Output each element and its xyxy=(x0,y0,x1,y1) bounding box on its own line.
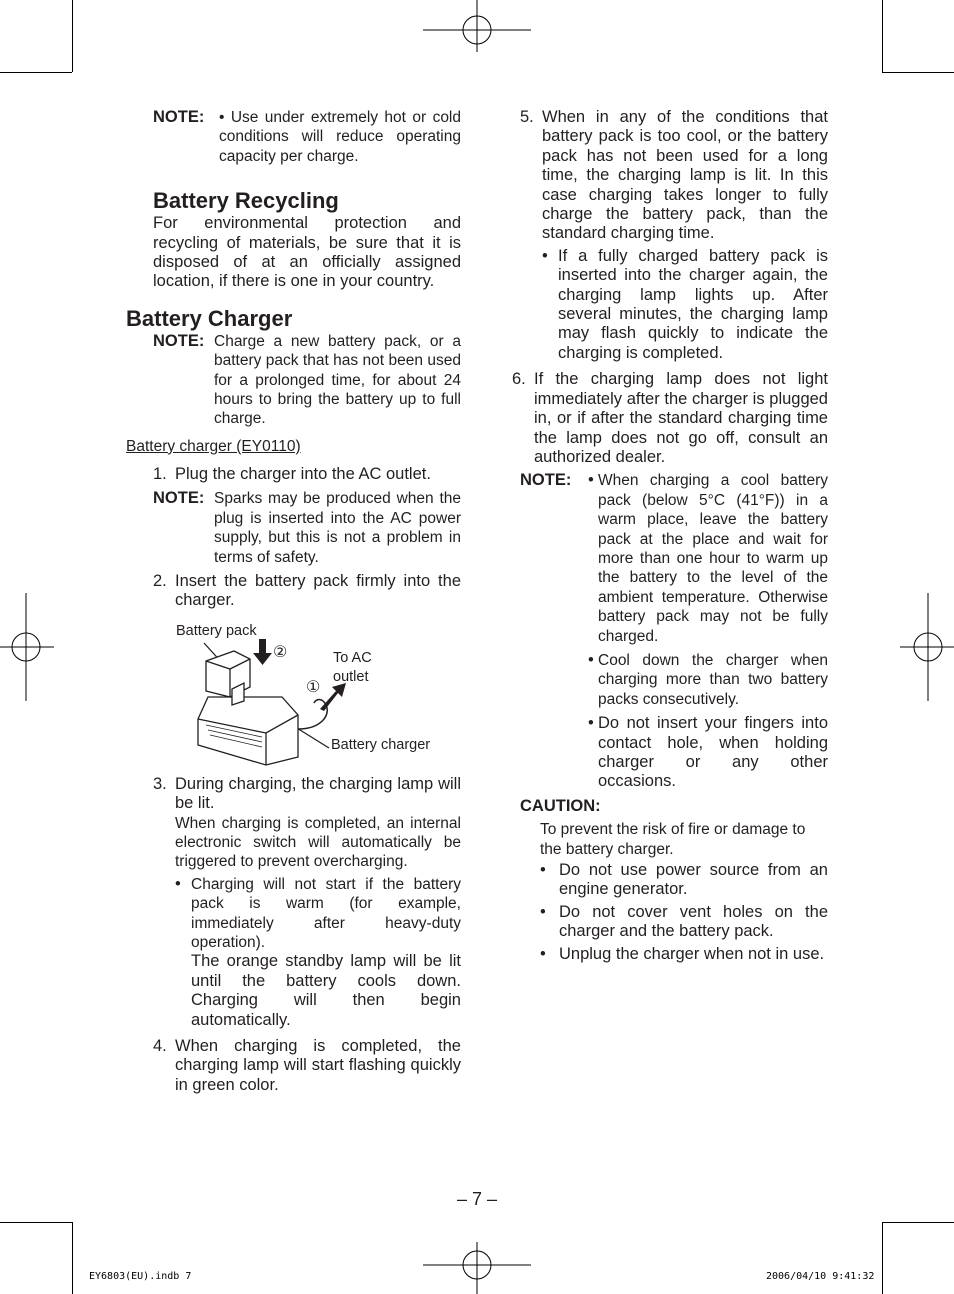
label-battery-charger: Battery charger xyxy=(331,736,431,753)
recycling-body: For environmental protection and recycling of materials, be sure that it is disposed of at an officially assigned location, if there is one in your country. xyxy=(153,214,461,291)
note-text: Charge a new battery pack, or a battery pack that has not been used for a prolonged time, for about 24 hours to bring the battery up to full charge. xyxy=(214,332,461,428)
step-3 xyxy=(153,775,461,1030)
bullet-mark: • xyxy=(542,246,548,265)
bullet-text: Cool down the charger when charging more than two battery packs consecutively. xyxy=(598,651,828,708)
subtitle-charger-model: Battery charger (EY0110) xyxy=(126,437,301,455)
bullet-mark: • xyxy=(540,861,546,880)
marker-1: ① xyxy=(306,678,321,696)
note-label: NOTE: xyxy=(153,489,205,508)
note-text: • Use under extremely hot or cold conditions will reduce operating capacity per charge. xyxy=(219,109,461,165)
step-text-2: When charging is completed, an internal electronic switch will automatically be triggered to prevent overcharging. xyxy=(175,814,461,871)
note-bullet-3 xyxy=(588,714,828,792)
caution-bullet-3 xyxy=(540,945,828,964)
step-number: 3. xyxy=(153,774,167,793)
step-4 xyxy=(153,1037,461,1095)
note-label: NOTE: xyxy=(153,108,205,126)
bullet-text: When charging a cool battery pack (below 5°C (41°F)) in a warm place, leave the battery pack at the place and wait for more than one hour to warm up the battery to the level of the ambient temperature. Otherwise battery pack may not be fully charged. xyxy=(598,472,828,645)
note-right xyxy=(520,471,828,792)
bullet-mark: • xyxy=(588,650,594,669)
marker-2: ② xyxy=(273,643,288,661)
step-2 xyxy=(153,572,461,611)
bullet-text: Do not cover vent holes on the charger and the battery pack. xyxy=(559,902,828,941)
step-5 xyxy=(520,108,828,363)
step-text: During charging, the charging lamp will be lit. xyxy=(175,774,461,813)
step-number: 5. xyxy=(520,108,534,126)
caution-bullet-1 xyxy=(540,861,828,900)
step-6 xyxy=(512,370,828,467)
bullet-mark: • xyxy=(588,714,594,733)
charger-note xyxy=(153,332,461,429)
note-bullet-2 xyxy=(588,651,828,709)
label-to-ac: To AC xyxy=(333,649,372,666)
bullet-mark: • xyxy=(540,902,546,921)
bullet-text-2: The orange standby lamp will be lit until the battery cools down. Charging will then begin automatically. xyxy=(191,952,461,1029)
step-text: When charging is completed, the charging lamp will start flashing quickly in green color. xyxy=(175,1037,461,1094)
footer-timestamp: 2006/04/10 9:41:32 xyxy=(766,1271,875,1282)
note-label: NOTE: xyxy=(520,471,572,490)
label-outlet: outlet xyxy=(333,668,369,685)
step-number: 6. xyxy=(512,370,526,389)
left-column xyxy=(126,108,461,1095)
caution-bullet-2 xyxy=(540,903,828,942)
section-title-recycling: Battery Recycling xyxy=(153,188,339,214)
note-bullet-1 xyxy=(588,471,828,646)
step-number: 4. xyxy=(153,1037,167,1055)
bullet-text: If a fully charged battery pack is inserted into the charger again, the charging lamp lights up. After several minutes, the charging lamp may flash quickly to indicate the charging is completed. xyxy=(558,246,828,362)
section-title-charger: Battery Charger xyxy=(126,305,293,331)
bullet-text: Charging will not start if the battery pack is warm (for example, immediately after heavy-duty operation). xyxy=(191,875,461,951)
label-battery-pack: Battery pack xyxy=(176,622,257,639)
note-label: NOTE: xyxy=(153,331,205,350)
step-text: When in any of the conditions that battery pack is too cool, or the battery pack has not been used for a long time, the charging lamp is lit. In this case charging takes longer to fully charge the battery pack, than the standard charging time. xyxy=(542,108,828,243)
note-sparks xyxy=(153,489,461,567)
caution-label: CAUTION: xyxy=(520,796,601,815)
step-5-bullet xyxy=(542,247,828,363)
caution-block xyxy=(540,820,828,964)
bullet-text: Unplug the charger when not in use. xyxy=(559,944,825,963)
bullet-mark: • xyxy=(540,944,546,963)
note-text: Sparks may be produced when the plug is inserted into the AC power supply, but this is not a problem in terms of safety. xyxy=(214,490,461,566)
step-text: If the charging lamp does not light immediately after the charger is plugged in, or if after the standard charging time the lamp does not go off, consult an authorized dealer. xyxy=(534,370,828,466)
page-number: – 7 – xyxy=(456,1189,498,1209)
step-3-bullet xyxy=(175,875,461,1030)
step-text: Plug the charger into the AC outlet. xyxy=(175,464,431,483)
bullet-text: Do not insert your fingers into contact hole, when holding charger or any other occasions. xyxy=(598,714,828,791)
step-text: Insert the battery pack firmly into the charger. xyxy=(175,571,461,610)
bullet-mark: • xyxy=(588,471,594,490)
bullet-text: Do not use power source from an engine generator. xyxy=(559,861,828,899)
right-column xyxy=(512,108,828,964)
charger-figure xyxy=(126,617,461,775)
step-number: 2. xyxy=(153,571,167,590)
note-top xyxy=(153,108,461,166)
step-number: 1. xyxy=(153,464,167,483)
bullet-mark: • xyxy=(175,874,181,893)
step-1 xyxy=(153,465,461,484)
footer-file: EY6803(EU).indb 7 xyxy=(89,1271,192,1282)
charger-illustration xyxy=(126,617,461,775)
caution-intro: To prevent the risk of fire or damage to the battery charger. xyxy=(540,821,806,858)
